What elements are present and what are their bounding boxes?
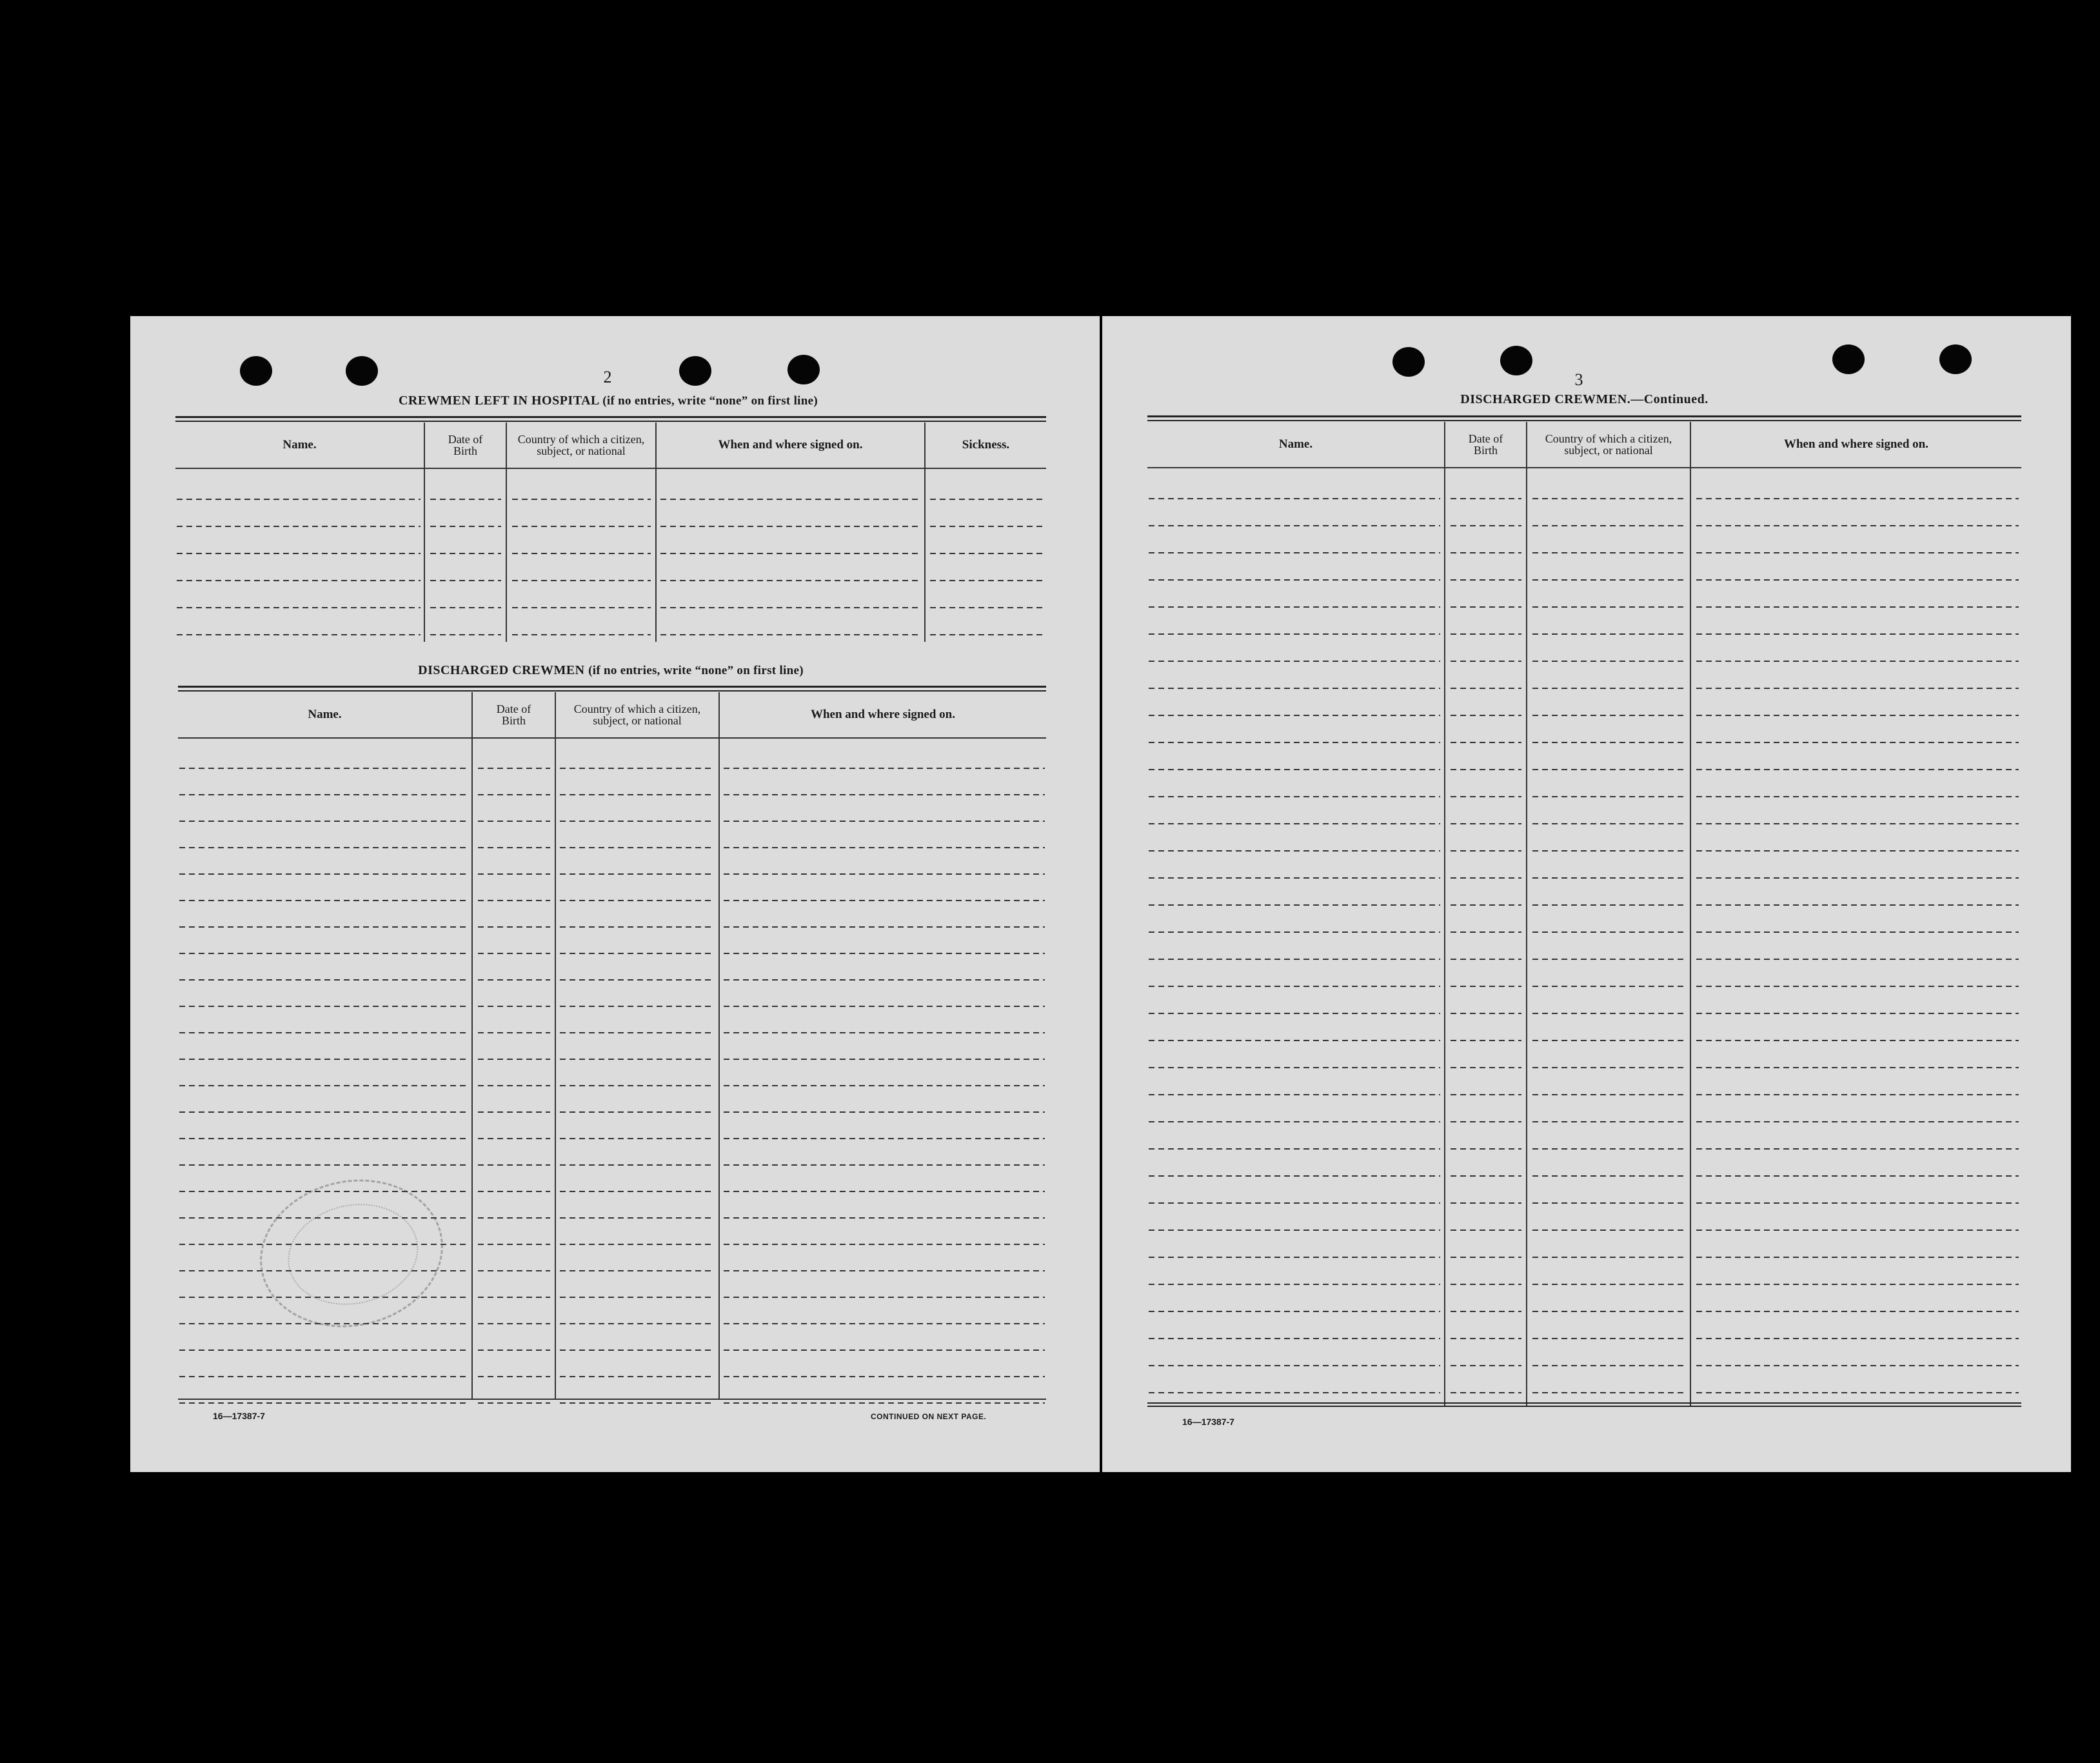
form-row bbox=[1147, 1177, 2021, 1204]
form-row bbox=[1147, 1231, 2021, 1258]
form-row bbox=[1147, 906, 2021, 933]
punch-hole bbox=[346, 356, 378, 386]
header-rule bbox=[175, 468, 1046, 469]
form-row bbox=[1147, 553, 2021, 581]
punch-hole bbox=[1832, 344, 1865, 374]
discharged-continued-header-row bbox=[1147, 422, 2021, 467]
form-row bbox=[178, 954, 1046, 981]
discharged-title-text: DISCHARGED CREWMEN bbox=[418, 663, 585, 677]
punch-hole bbox=[1939, 344, 1972, 374]
header-rule bbox=[178, 737, 1046, 739]
form-row bbox=[1147, 1041, 2021, 1068]
form-row bbox=[1147, 1014, 2021, 1041]
hospital-title-text: CREWMEN LEFT IN HOSPITAL bbox=[398, 393, 599, 408]
form-row bbox=[1147, 1312, 2021, 1339]
form-row bbox=[178, 1324, 1046, 1351]
form-row bbox=[1147, 879, 2021, 906]
form-row bbox=[178, 822, 1046, 848]
form-row bbox=[178, 1007, 1046, 1033]
continued-note: CONTINUED ON NEXT PAGE. bbox=[871, 1412, 987, 1421]
form-row bbox=[178, 1086, 1046, 1113]
form-row bbox=[1147, 797, 2021, 824]
discharged-header-row bbox=[178, 692, 1046, 737]
blank-entry-line bbox=[430, 634, 501, 635]
col-head-name: Name. bbox=[282, 438, 317, 452]
col-head-date-of-birth: Date of Birth bbox=[448, 433, 483, 457]
blank-entry-line bbox=[1532, 1392, 1686, 1393]
form-row bbox=[178, 901, 1046, 928]
hospital-table bbox=[175, 416, 1046, 642]
top-double-rule bbox=[175, 416, 1046, 422]
form-row bbox=[1147, 662, 2021, 689]
form-row bbox=[178, 981, 1046, 1007]
col-head-country: Country of which a citizen, subject, or national bbox=[573, 702, 701, 727]
form-row bbox=[1147, 852, 2021, 879]
col-head-country: Country of which a citizen, subject, or national bbox=[1545, 432, 1672, 457]
page-number: 2 bbox=[603, 368, 612, 386]
form-row bbox=[178, 1060, 1046, 1086]
right-page bbox=[1102, 316, 2071, 1472]
punch-hole bbox=[679, 356, 711, 386]
form-row bbox=[1147, 824, 2021, 852]
blank-entry-line bbox=[660, 634, 920, 635]
form-row bbox=[178, 1113, 1046, 1139]
top-double-rule bbox=[1147, 415, 2021, 421]
col-head-date-of-birth: Date of Birth bbox=[1468, 432, 1503, 457]
form-row bbox=[175, 608, 1046, 635]
form-row bbox=[1147, 472, 2021, 499]
form-row bbox=[1147, 960, 2021, 987]
form-row bbox=[178, 848, 1046, 875]
form-row bbox=[1147, 581, 2021, 608]
blank-entry-line bbox=[1149, 1392, 1440, 1393]
form-row bbox=[178, 875, 1046, 901]
form-row bbox=[1147, 1285, 2021, 1312]
form-row bbox=[1147, 608, 2021, 635]
form-row bbox=[178, 1033, 1046, 1060]
hospital-header-row bbox=[175, 423, 1046, 468]
form-row bbox=[175, 554, 1046, 581]
blank-entry-line bbox=[560, 1402, 715, 1404]
form-row bbox=[1147, 1258, 2021, 1285]
bottom-double-rule bbox=[1147, 1402, 2021, 1407]
form-row bbox=[178, 928, 1046, 954]
faded-stamp-inner bbox=[279, 1192, 428, 1317]
form-code: 16—17387-7 bbox=[1182, 1417, 1234, 1427]
form-row bbox=[1147, 1095, 2021, 1122]
blank-entry-line bbox=[177, 634, 421, 635]
form-row bbox=[178, 795, 1046, 822]
discharged-continued-title: DISCHARGED CREWMEN.—Continued. bbox=[1460, 392, 1709, 406]
form-row bbox=[1147, 1366, 2021, 1393]
blank-entry-line bbox=[1451, 1392, 1521, 1393]
hospital-section-title bbox=[173, 393, 1044, 408]
discharged-title-note: (if no entries, write “none” on first line) bbox=[588, 664, 804, 677]
bottom-rule bbox=[178, 1399, 1046, 1400]
form-row bbox=[1147, 689, 2021, 716]
col-head-when-where: When and where signed on. bbox=[718, 438, 863, 452]
form-row bbox=[1147, 987, 2021, 1014]
punch-hole bbox=[1392, 347, 1425, 377]
form-row bbox=[1147, 1150, 2021, 1177]
col-head-sickness: Sickness. bbox=[962, 438, 1010, 452]
col-head-name: Name. bbox=[1278, 437, 1313, 451]
form-row bbox=[178, 1166, 1046, 1192]
form-row bbox=[175, 527, 1046, 554]
form-row bbox=[175, 500, 1046, 527]
form-row bbox=[1147, 1204, 2021, 1231]
form-row bbox=[1147, 933, 2021, 960]
punch-hole bbox=[1500, 346, 1532, 375]
blank-entry-line bbox=[179, 1402, 468, 1404]
form-row bbox=[1147, 1339, 2021, 1366]
col-head-when-where: When and where signed on. bbox=[810, 708, 955, 721]
form-row bbox=[178, 1139, 1046, 1166]
form-row bbox=[1147, 743, 2021, 770]
form-row bbox=[175, 581, 1046, 608]
blank-entry-line bbox=[724, 1402, 1045, 1404]
discharged-continued-table bbox=[1147, 415, 2021, 1412]
blank-entry-line bbox=[1696, 1392, 2019, 1393]
form-row bbox=[1147, 635, 2021, 662]
form-row bbox=[178, 742, 1046, 769]
form-code: 16—17387-7 bbox=[213, 1411, 265, 1421]
form-row bbox=[175, 473, 1046, 500]
discharged-section-title bbox=[175, 663, 1046, 678]
left-page bbox=[130, 316, 1100, 1472]
form-row bbox=[1147, 499, 2021, 526]
form-row bbox=[1147, 1122, 2021, 1150]
form-row bbox=[1147, 1068, 2021, 1095]
blank-entry-line bbox=[930, 634, 1045, 635]
col-head-country: Country of which a citizen, subject, or national bbox=[517, 433, 645, 457]
page-number: 3 bbox=[1574, 370, 1583, 389]
punch-hole bbox=[788, 355, 820, 384]
form-row bbox=[178, 769, 1046, 795]
blank-entry-line bbox=[512, 634, 651, 635]
col-head-date-of-birth: Date of Birth bbox=[496, 702, 531, 727]
punch-hole bbox=[240, 356, 272, 386]
col-head-name: Name. bbox=[308, 708, 342, 721]
blank-entry-line bbox=[478, 1402, 550, 1404]
col-head-when-where: When and where signed on. bbox=[1783, 437, 1928, 451]
hospital-title-note: (if no entries, write “none” on first line) bbox=[602, 394, 818, 408]
form-row bbox=[1147, 770, 2021, 797]
form-row bbox=[1147, 716, 2021, 743]
top-double-rule bbox=[178, 686, 1046, 692]
header-rule bbox=[1147, 467, 2021, 468]
form-row bbox=[1147, 526, 2021, 553]
form-row bbox=[178, 1351, 1046, 1377]
